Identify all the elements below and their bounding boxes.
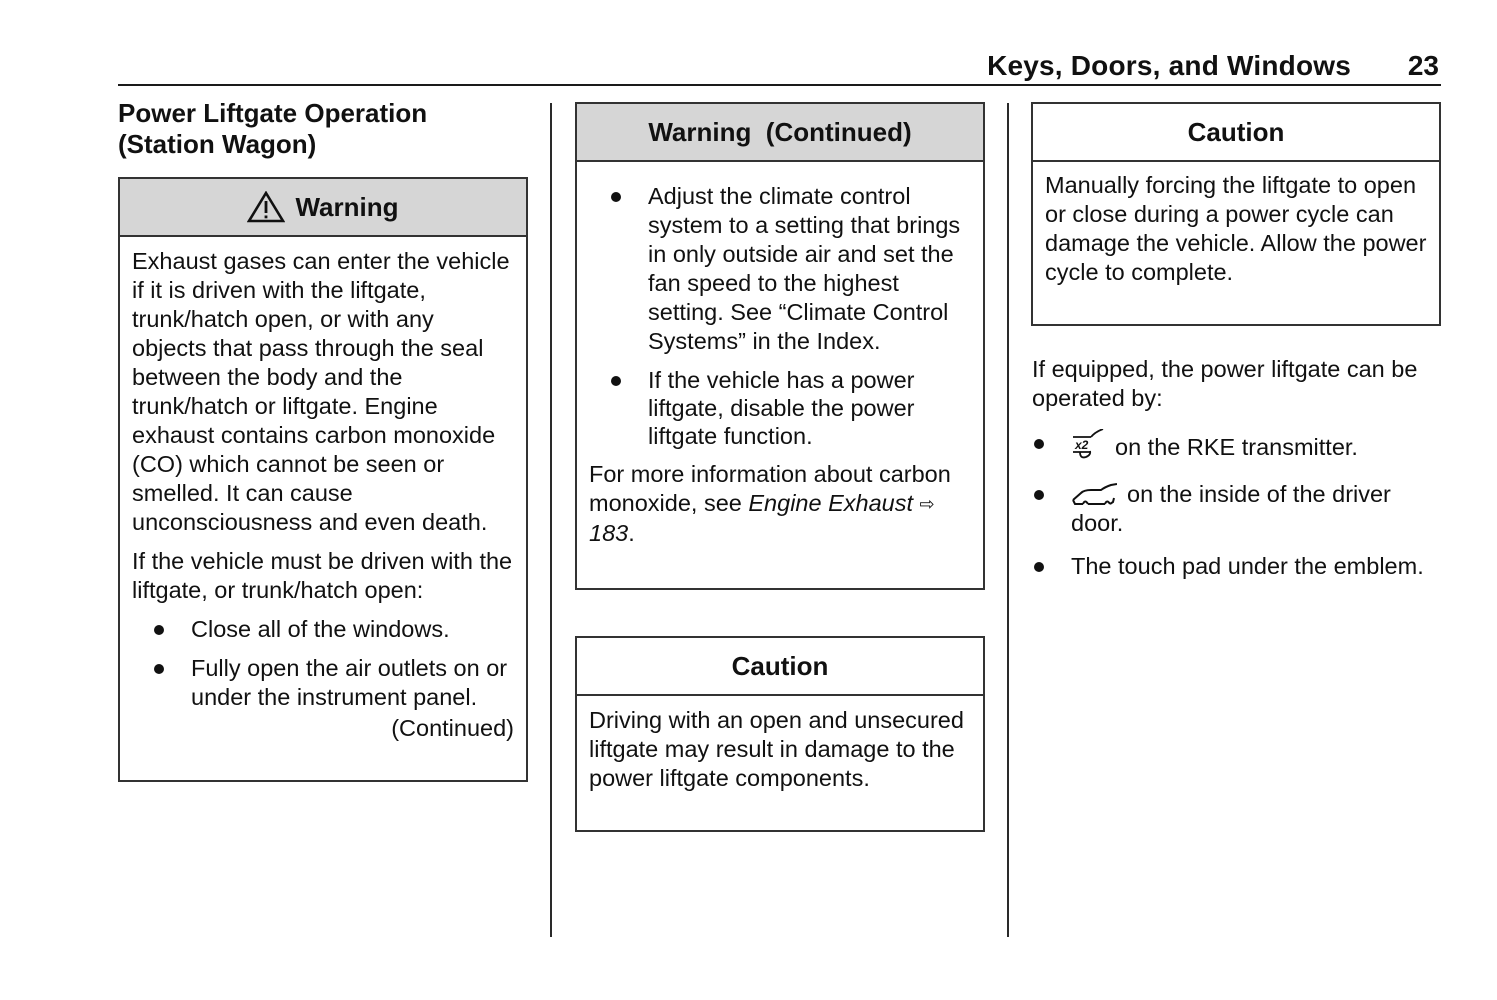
list-item-text: The touch pad under the emblem. (1071, 553, 1424, 579)
caution-text: Manually forcing the liftgate to open or close during a power cycle can damage the vehicle. Allow the power cycle to complete. (1045, 172, 1427, 285)
arrow-right-icon: ⇨ (919, 494, 935, 514)
warning-box (118, 177, 528, 782)
list-item-text: Adjust the climate control system to a setting that brings in only outside air and set the fan speed to the highest setting. See “Climate Control Systems” in the Index. (648, 183, 961, 354)
bullet-icon (1034, 562, 1044, 572)
svg-text:x2: x2 (1075, 438, 1089, 452)
list-item (589, 182, 971, 356)
caution-header (1033, 104, 1439, 162)
caution-body (577, 696, 983, 793)
warning-title: Warning (295, 191, 399, 222)
list-item-text: on the RKE transmitter. (1115, 434, 1358, 460)
rke-liftgate-x2-icon (1071, 429, 1105, 461)
bullet-icon (1034, 439, 1044, 449)
more-info-text: For more information about carbon monoxide, see (589, 461, 951, 516)
operation-intro: If equipped, the power liftgate can be operated by: (1032, 356, 1418, 411)
section-title-line: Power Liftgate Operation (118, 98, 428, 128)
bullet-icon (154, 664, 164, 674)
bullet-icon (1034, 490, 1044, 500)
liftgate-vehicle-icon (1071, 482, 1117, 508)
warning-continued-bullet-list (589, 182, 971, 450)
caution-body (1033, 162, 1439, 287)
list-item (132, 654, 514, 712)
warning-paragraph: If the vehicle must be driven with the liftgate, or trunk/hatch open: (132, 548, 513, 603)
caution-header (577, 638, 983, 696)
warning-box-header (120, 179, 526, 237)
chapter-title: Keys, Doors, and Windows (987, 50, 1351, 81)
caution-text: Driving with an open and unsecured liftgate may result in damage to the power liftgate components. (589, 707, 964, 791)
operation-list (1032, 429, 1442, 581)
list-item-text: Close all of the windows. (191, 616, 450, 642)
continued-label: (Continued) (391, 715, 514, 741)
caution-box-liftgate-driving (575, 636, 985, 832)
more-info-paragraph (589, 460, 971, 548)
list-item (1032, 552, 1442, 581)
operation-section (1032, 355, 1442, 595)
bullet-icon (611, 376, 621, 386)
bullet-icon (611, 192, 621, 202)
warning-continued-header (577, 104, 983, 162)
running-header (118, 46, 1441, 86)
cross-reference-title: Engine Exhaust (748, 490, 913, 516)
bullet-icon (154, 625, 164, 635)
warning-paragraph: Exhaust gases can enter the vehicle if it is driven with the liftgate, trunk/hatch open, or with any objects that pass through the seal between the body and the trunk/hatch or liftgate. Engine exhaust contains carbon monoxide (CO) which cannot be seen or smelled. It can cause unconsciousness and even death. (132, 248, 510, 535)
caution-box-manual-forcing (1031, 102, 1441, 326)
column-divider (550, 103, 552, 937)
section-title-line: (Station Wagon) (118, 129, 317, 159)
section-title (118, 98, 538, 160)
page-number: 23 (1407, 50, 1439, 81)
list-item (1032, 480, 1442, 538)
warning-continued-body (577, 162, 983, 548)
warning-bullet-list (132, 615, 514, 712)
caution-title: Caution (1187, 116, 1285, 147)
list-item (132, 615, 514, 644)
list-item (1032, 429, 1442, 462)
column-divider (1007, 103, 1009, 937)
period: . (628, 520, 635, 546)
list-item-text: on the inside of the driver door. (1071, 481, 1391, 536)
warning-continued-box (575, 102, 985, 590)
cross-reference-page: 183 (589, 520, 629, 546)
caution-title: Caution (731, 650, 829, 681)
warning-triangle-icon (247, 191, 285, 223)
warning-box-body (120, 237, 526, 743)
list-item (589, 366, 971, 450)
warning-continued-title: Warning (Continued) (648, 116, 912, 147)
list-item-text: Fully open the air outlets on or under the instrument panel. (191, 655, 508, 710)
list-item-text: If the vehicle has a power liftgate, disable the power liftgate function. (648, 367, 915, 449)
